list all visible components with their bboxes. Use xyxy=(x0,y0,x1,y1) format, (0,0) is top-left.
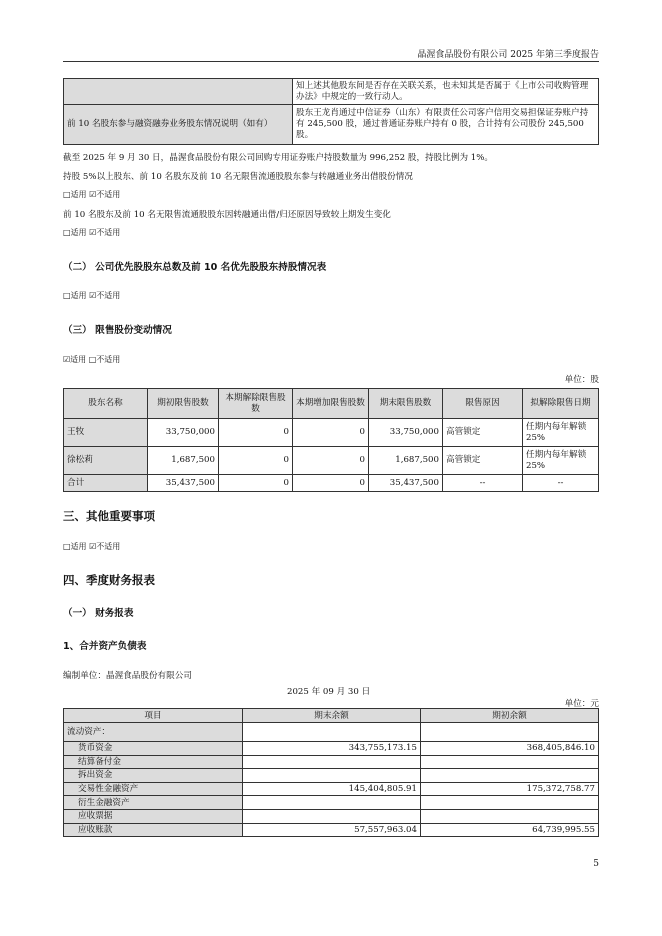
column-header: 本期解除限售股数 xyxy=(219,389,293,419)
table-header-row xyxy=(64,389,599,419)
table-row xyxy=(64,823,599,837)
cell-item: 交易性金融资产 xyxy=(64,782,243,796)
column-header: 限售原因 xyxy=(443,389,523,419)
table-row xyxy=(64,755,599,769)
cell-value: 175,372,758.77 xyxy=(421,782,599,796)
cell-item: 流动资产： xyxy=(64,723,243,742)
page-number: 5 xyxy=(593,859,599,869)
cell-value xyxy=(243,769,421,783)
unit-label: 单位：元 xyxy=(564,699,599,709)
cell-item: 衍生金融资产 xyxy=(64,796,243,810)
cell-date: -- xyxy=(523,475,599,492)
cell-item: 拆出资金 xyxy=(64,769,243,783)
cell-value: 0 xyxy=(293,419,369,447)
cell-value: 145,404,805.91 xyxy=(243,782,421,796)
cell-date: 任期内每年解锁 25% xyxy=(523,419,599,447)
table-row xyxy=(64,447,599,475)
table-row xyxy=(64,809,599,823)
applicable-checkbox-text: □适用 ☑不适用 xyxy=(63,228,121,237)
column-header: 项目 xyxy=(64,709,243,723)
cell-value: 368,405,846.10 xyxy=(421,742,599,756)
header-rule xyxy=(63,61,599,62)
table-total-row xyxy=(64,475,599,492)
cell-value: 57,557,963.04 xyxy=(243,823,421,837)
applicable-checkbox-text: □适用 ☑不适用 xyxy=(63,190,121,199)
table-row xyxy=(64,742,599,756)
cell-value xyxy=(421,755,599,769)
table-row xyxy=(64,769,599,783)
cell-value xyxy=(421,723,599,742)
cell-value: 1,687,500 xyxy=(369,447,443,475)
cell-name: 王牧 xyxy=(64,419,148,447)
table-row xyxy=(64,796,599,810)
cell-value xyxy=(421,769,599,783)
cell-item: 货币资金 xyxy=(64,742,243,756)
preferred-shares-heading: （二） 公司优先股股东总数及前 10 名优先股股东持股情况表 xyxy=(63,262,327,273)
unit-label: 单位：股 xyxy=(564,375,599,385)
cell-item: 应收账款 xyxy=(64,823,243,837)
note-text: 股东王龙肖通过中信证券（山东）有限责任公司客户信用交易担保证券账户持有 245,500 股，通过普通证券账户持有 0 股，合计持有公司股份 245,500 股。 xyxy=(293,105,599,145)
cell-item: 应收票据 xyxy=(64,809,243,823)
balance-sheet-heading: 1、合并资产负债表 xyxy=(63,641,147,652)
cell-value: 0 xyxy=(219,419,293,447)
cell-value xyxy=(243,796,421,810)
table-row xyxy=(64,79,599,105)
column-header: 本期增加限售股数 xyxy=(293,389,369,419)
cell-value: 343,755,173.15 xyxy=(243,742,421,756)
change-paragraph: 前 10 名股东及前 10 名无限售流通股股东因转融通出借/归还原因导致较上期发生变化 xyxy=(63,210,391,220)
page-header: 晶渥食品股份有限公司 2025 年第三季度报告 xyxy=(417,50,599,60)
cell-value: 35,437,500 xyxy=(148,475,219,492)
cell-date: 任期内每年解锁 25% xyxy=(523,447,599,475)
compiler-label: 编制单位：晶渥食品股份有限公司 xyxy=(63,671,192,681)
cell-reason: -- xyxy=(443,475,523,492)
applicable-checkbox-text: ☑适用 □不适用 xyxy=(63,355,121,364)
restricted-shares-heading: （三） 限售股份变动情况 xyxy=(63,325,172,336)
cell-value: 33,750,000 xyxy=(369,419,443,447)
statements-subheading: （一） 财务报表 xyxy=(63,608,134,619)
cell-item: 结算备付金 xyxy=(64,755,243,769)
cell-value xyxy=(243,809,421,823)
column-header: 拟解除限售日期 xyxy=(523,389,599,419)
cell-value: 33,750,000 xyxy=(148,419,219,447)
cell-value xyxy=(421,796,599,810)
cell-reason: 高管锁定 xyxy=(443,447,523,475)
table-header-row xyxy=(64,709,599,723)
cell-reason: 高管锁定 xyxy=(443,419,523,447)
note-label xyxy=(64,79,293,105)
column-header: 期初限售股数 xyxy=(148,389,219,419)
cell-value: 0 xyxy=(293,475,369,492)
cell-value: 0 xyxy=(219,447,293,475)
note-label: 前 10 名股东参与融资融券业务股东情况说明（如有） xyxy=(64,105,293,145)
note-text: 知上述其他股东间是否存在关联关系，也未知其是否属于《上市公司收购管理办法》中规定的一致行动人。 xyxy=(293,79,599,105)
applicable-checkbox-text: □适用 ☑不适用 xyxy=(63,291,121,300)
table-row xyxy=(64,105,599,145)
table-row xyxy=(64,723,599,742)
restricted-shares-table xyxy=(63,388,599,492)
cell-value: 35,437,500 xyxy=(369,475,443,492)
lending-paragraph: 持股 5%以上股东、前 10 名股东及前 10 名无限售流通股股东参与转融通业务出借股份情况 xyxy=(63,172,413,182)
other-matters-heading: 三、其他重要事项 xyxy=(63,509,155,523)
table-row xyxy=(64,782,599,796)
cell-value: 64,739,995.55 xyxy=(421,823,599,837)
buyback-paragraph: 截至 2025 年 9 月 30 日，晶渥食品股份有限公司回购专用证券账户持股数量为 996,252 股，持股比例为 1%。 xyxy=(63,153,493,163)
cell-value: 0 xyxy=(293,447,369,475)
cell-name: 合计 xyxy=(64,475,148,492)
cell-value xyxy=(243,755,421,769)
cell-value: 0 xyxy=(219,475,293,492)
column-header: 期末余额 xyxy=(243,709,421,723)
cell-value xyxy=(421,809,599,823)
applicable-checkbox-text: □适用 ☑不适用 xyxy=(63,542,121,551)
cell-value xyxy=(243,723,421,742)
cell-name: 徐松莉 xyxy=(64,447,148,475)
column-header: 期初余额 xyxy=(421,709,599,723)
column-header: 股东名称 xyxy=(64,389,148,419)
cell-value: 1,687,500 xyxy=(148,447,219,475)
financial-statements-heading: 四、季度财务报表 xyxy=(63,573,155,587)
column-header: 期末限售股数 xyxy=(369,389,443,419)
table-row xyxy=(64,419,599,447)
report-date: 2025 年 09 月 30 日 xyxy=(287,687,371,697)
shareholder-notes-table xyxy=(63,78,599,145)
balance-sheet-table xyxy=(63,708,599,837)
